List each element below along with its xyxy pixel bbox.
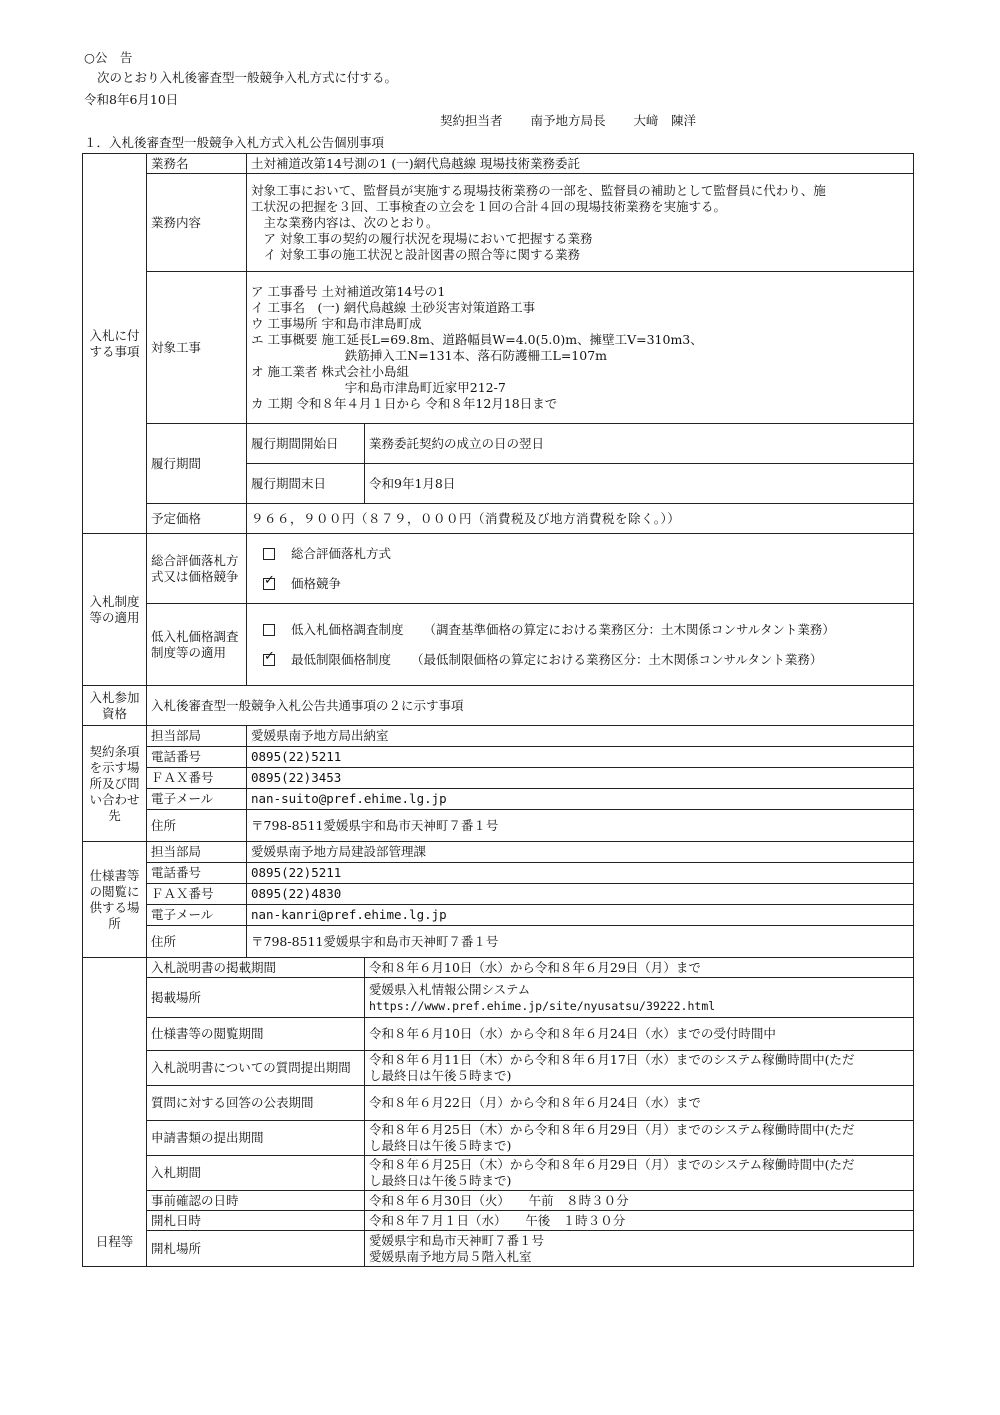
period-start-value: 業務委託契約の成立の日の翌日 <box>365 424 914 464</box>
content-line: イ 対象工事の施工状況と設計図書の照合等に関する業務 <box>263 246 580 262</box>
schedule-label: 入札説明書の掲載期間 <box>147 958 365 978</box>
system-name: 愛媛県入札情報公開システム <box>369 981 531 997</box>
target-label: 対象工事 <box>147 272 247 424</box>
signatory-name: 大﨑 陳洋 <box>633 113 697 128</box>
schedule-value-line: 令和８年６月25日（木）から令和８年６月29日（月）までのシステム稼働時間中(ただ <box>369 1157 855 1172</box>
target-line: カ 工期 令和８年４月１日から 令和８年12月18日まで <box>251 395 558 411</box>
notice-date: 令和8年6月10日 <box>84 92 179 107</box>
target-line: 鉄筋挿入工N=131本、落石防護柵工L=107m <box>344 347 608 363</box>
schedule-value <box>365 1121 914 1156</box>
spec-fax: 0895(22)4830 <box>247 884 914 905</box>
price-value: ９６６，９００円（８７９，０００円（消費税及び地方消費税を除く。）） <box>247 504 914 534</box>
schedule-label: 掲載場所 <box>147 978 365 1018</box>
tel-label: 電話番号 <box>147 863 247 884</box>
row-service-name <box>83 154 914 174</box>
target-line: ウ 工事場所 宇和島市津島町成 <box>251 315 422 331</box>
target-line: エ 工事概要 施工延長L=69.8m、道路幅員W=4.0(5.0)m、擁壁工V=310m3、 <box>251 331 703 347</box>
row-contract-dept <box>83 726 914 747</box>
content-line: 工状況の把握を３回、工事検査の立会を１回の合計４回の現場技術業務を実施する。 <box>251 198 727 214</box>
row-target-work <box>83 272 914 424</box>
service-name-value: 土対補道改第14号測の1 (一)網代鳥越線 現場技術業務委託 <box>247 154 914 174</box>
schedule-row <box>83 1231 914 1267</box>
period-start-label: 履行期間開始日 <box>247 424 365 464</box>
schedule-row <box>83 1191 914 1211</box>
signatory <box>440 112 696 130</box>
section-title: １．入札後審査型一般競争入札方式入札公告個別事項 <box>84 135 385 150</box>
target-line: ア 工事番号 土対補道改第14号の1 <box>251 283 446 299</box>
period-end-label: 履行期間末日 <box>247 464 365 504</box>
schedule-label: 開札日時 <box>147 1211 365 1231</box>
content-value <box>247 174 914 272</box>
content-line: 対象工事において、監督員が実施する現場技術業務の一部を、監督員の補助として監督員に代わり、施 <box>251 182 826 198</box>
section-contract-contact: 契約条項を示す場所及び問い合わせ先 <box>83 726 147 842</box>
schedule-value: 令和８年６月22日（月）から令和８年６月24日（水）まで <box>365 1086 914 1121</box>
email-label: 電子メール <box>147 905 247 926</box>
schedule-value-line: し最終日は午後５時まで) <box>369 1138 512 1153</box>
fax-label: ＦＡＸ番号 <box>147 884 247 905</box>
contract-dept: 愛媛県南予地方局出納室 <box>247 726 914 747</box>
tel-label: 電話番号 <box>147 747 247 768</box>
eval-options <box>247 534 914 604</box>
content-label: 業務内容 <box>147 174 247 272</box>
price-label: 予定価格 <box>147 504 247 534</box>
spec-address: 〒798-8511愛媛県宇和島市天神町７番１号 <box>247 926 914 958</box>
schedule-row <box>83 958 914 978</box>
row-spec-dept <box>83 842 914 863</box>
service-name-label: 業務名 <box>147 154 247 174</box>
row-low-price <box>83 604 914 686</box>
section-schedule: 日程等 <box>83 958 147 1267</box>
schedule-value-line: 愛媛県南予地方局５階入札室 <box>369 1248 532 1264</box>
schedule-row <box>83 1121 914 1156</box>
row-period-start <box>83 424 914 464</box>
schedule-label: 仕様書等の閲覧期間 <box>147 1018 365 1051</box>
option-note: （最低制限価格の算定における業務区分：土木関係コンサルタント業務） <box>411 651 823 667</box>
schedule-value-line: 令和８年６月25日（木）から令和８年６月29日（月）までのシステム稼働時間中(ただ <box>369 1122 855 1137</box>
schedule-value: 令和８年７月１日（水） 午後 １時３０分 <box>365 1211 914 1231</box>
content-line: 主な業務内容は、次のとおり。 <box>263 214 439 230</box>
checkbox-icon <box>263 548 275 560</box>
schedule-value-line: 愛媛県宇和島市天神町７番１号 <box>369 1232 545 1248</box>
spec-email-link[interactable]: nan-kanri@pref.ehime.lg.jp <box>247 905 914 926</box>
section-spec-contact: 仕様書等の閲覧に供する場所 <box>83 842 147 958</box>
schedule-value: 令和８年６月30日（火） 午前 ８時３０分 <box>365 1191 914 1211</box>
section-bid-items: 入札に付する事項 <box>83 154 147 534</box>
schedule-label: 申請書類の提出期間 <box>147 1121 365 1156</box>
qualification-label: 入札参加資格 <box>83 686 147 726</box>
option-price-competition <box>251 569 909 599</box>
contract-fax: 0895(22)3453 <box>247 768 914 789</box>
schedule-value-line: し最終日は午後５時まで) <box>369 1173 512 1188</box>
schedule-value <box>365 1231 914 1267</box>
schedule-label: 開札場所 <box>147 1231 365 1267</box>
schedule-value-line: し最終日は午後５時まで) <box>369 1068 512 1083</box>
target-value <box>247 272 914 424</box>
section-bid-system: 入札制度等の適用 <box>83 534 147 686</box>
option-comprehensive <box>251 539 909 569</box>
row-qualification <box>83 686 914 726</box>
schedule-row <box>83 1156 914 1191</box>
schedule-value-line: 令和８年６月11日（木）から令和８年６月17日（水）までのシステム稼働時間中(ただ <box>369 1052 855 1067</box>
low-label: 低入札価格調査制度等の適用 <box>147 604 247 686</box>
period-label: 履行期間 <box>147 424 247 504</box>
addr-label: 住所 <box>147 810 247 842</box>
checkbox-checked-icon <box>263 578 275 590</box>
option-label: 価格競争 <box>291 575 342 591</box>
option-label: 総合評価落札方式 <box>291 545 392 561</box>
fax-label: ＦＡＸ番号 <box>147 768 247 789</box>
target-line: イ 工事名 (一) 網代鳥越線 土砂災害対策道路工事 <box>251 299 536 315</box>
row-price <box>83 504 914 534</box>
schedule-value: 令和８年６月10日（水）から令和８年６月29日（月）まで <box>365 958 914 978</box>
schedule-value <box>365 1156 914 1191</box>
schedule-label: 入札期間 <box>147 1156 365 1191</box>
notice-table <box>82 153 914 1267</box>
qualification-value: 入札後審査型一般競争入札公告共通事項の２に示す事項 <box>147 686 914 726</box>
schedule-label: 事前確認の日時 <box>147 1191 365 1211</box>
dept-label: 担当部局 <box>147 726 247 747</box>
contract-address: 〒798-8511愛媛県宇和島市天神町７番１号 <box>247 810 914 842</box>
row-content <box>83 174 914 272</box>
contract-email-link[interactable]: nan-suito@pref.ehime.lg.jp <box>247 789 914 810</box>
intro-text: 次のとおり入札後審査型一般競争入札方式に付する。 <box>97 70 398 85</box>
option-label: 最低制限価格制度 <box>291 651 392 667</box>
schedule-label: 質問に対する回答の公表期間 <box>147 1086 365 1121</box>
schedule-value <box>365 978 914 1018</box>
row-eval-method <box>83 534 914 604</box>
schedule-label: 入札説明書についての質問提出期間 <box>147 1051 365 1086</box>
schedule-row <box>83 1051 914 1086</box>
checkbox-checked-icon <box>263 654 275 666</box>
checkbox-icon <box>263 624 275 636</box>
spec-tel: 0895(22)5211 <box>247 863 914 884</box>
target-line: オ 施工業者 株式会社小島組 <box>251 363 409 379</box>
schedule-row <box>83 1211 914 1231</box>
schedule-row <box>83 1018 914 1051</box>
option-note: （調査基準価格の算定における業務区分：土木関係コンサルタント業務） <box>423 621 835 637</box>
notice-title: ○公 告 <box>84 50 133 65</box>
email-label: 電子メール <box>147 789 247 810</box>
addr-label: 住所 <box>147 926 247 958</box>
signatory-office: 南予地方局長 <box>530 113 606 128</box>
spec-dept: 愛媛県南予地方局建設部管理課 <box>247 842 914 863</box>
schedule-row <box>83 1086 914 1121</box>
schedule-value <box>365 1051 914 1086</box>
low-options <box>247 604 914 686</box>
schedule-row <box>83 978 914 1018</box>
content-line: ア 対象工事の契約の履行状況を現場において把握する業務 <box>263 230 593 246</box>
option-label: 低入札価格調査制度 <box>291 621 404 637</box>
contract-tel: 0895(22)5211 <box>247 747 914 768</box>
period-end-value: 令和9年1月8日 <box>365 464 914 504</box>
option-low-price-survey <box>251 615 909 645</box>
system-url-link[interactable]: https://www.pref.ehime.jp/site/nyusatsu/39222.html <box>369 998 716 1013</box>
dept-label: 担当部局 <box>147 842 247 863</box>
signatory-role: 契約担当者 <box>440 113 503 128</box>
schedule-value: 令和８年６月10日（水）から令和８年６月24日（水）までの受付時間中 <box>365 1018 914 1051</box>
eval-label: 総合評価落札方式又は価格競争 <box>147 534 247 604</box>
target-line: 宇和島市津島町近家甲212-7 <box>344 379 506 395</box>
option-minimum-price <box>251 645 909 675</box>
